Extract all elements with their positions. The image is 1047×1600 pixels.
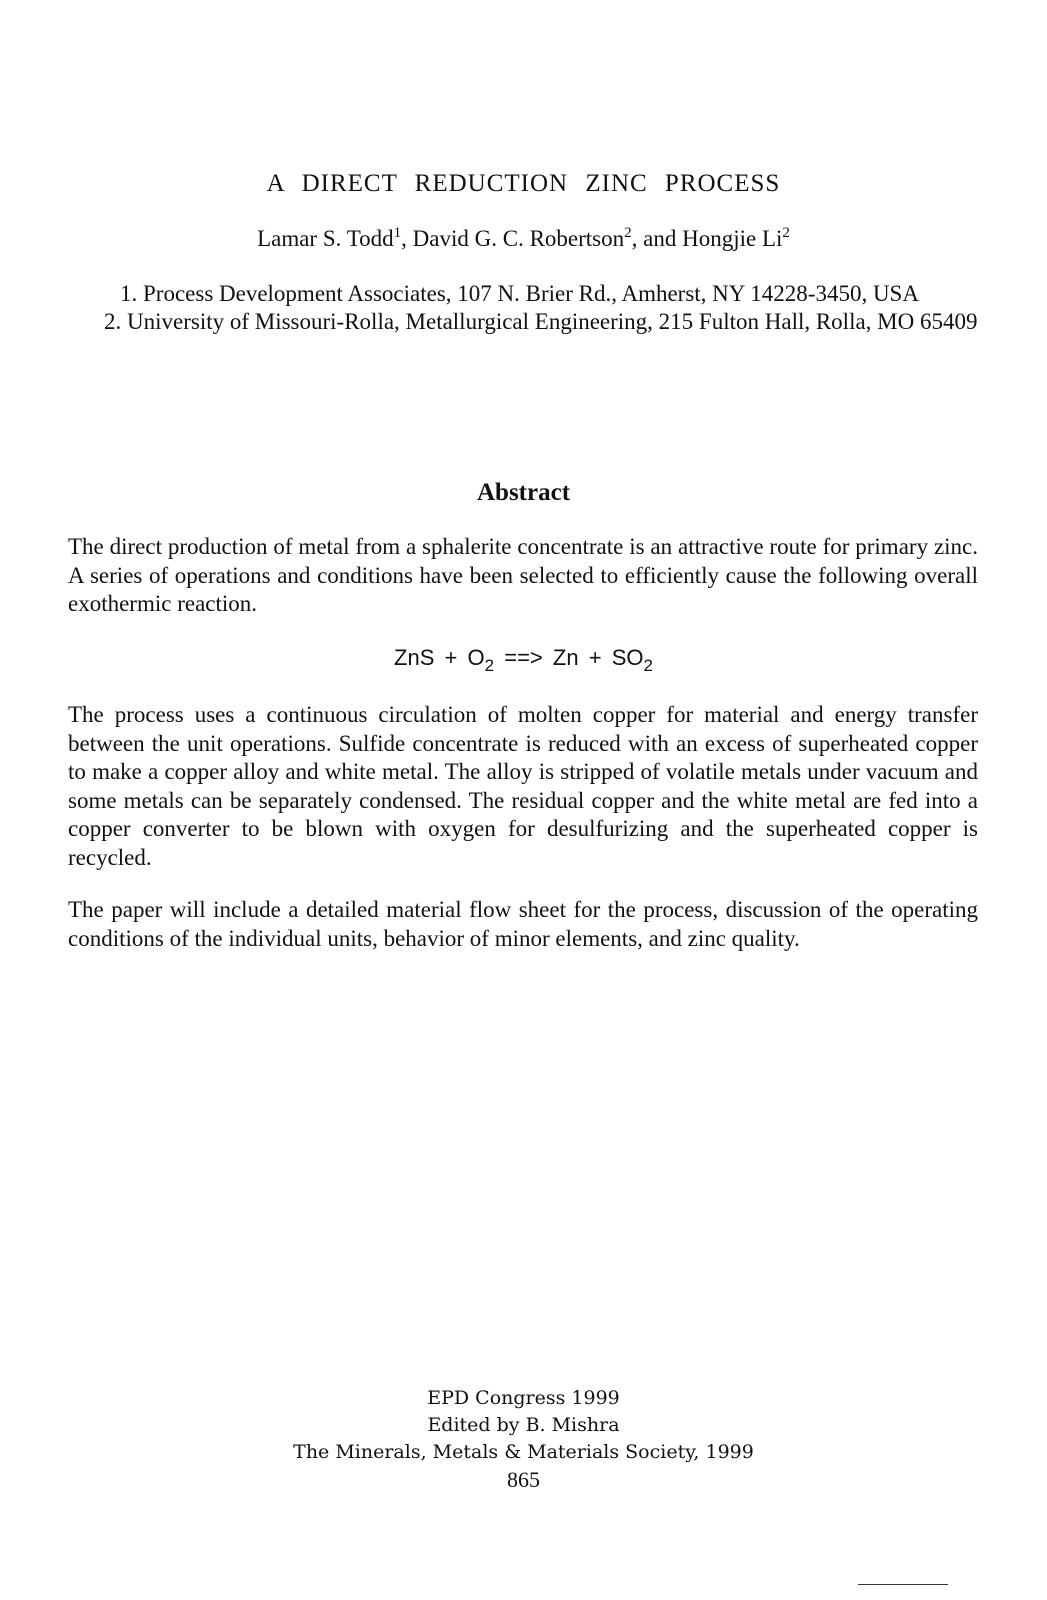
equation-subscript: 2: [484, 656, 495, 675]
footer-publisher: The Minerals, Metals & Materials Society, 1999: [293, 1441, 754, 1463]
equation-subscript: 2: [643, 656, 653, 675]
abstract-paragraph-3: The paper will include a detailed material flow sheet for the process, discussion of the operating conditions of the individual units, behavior of minor elements, and zinc quality.: [68, 897, 978, 951]
abstract-paragraph-1: The direct production of metal from a sphalerite concentrate is an attractive route for primary zinc. A series of operations and conditions have been selected to efficiently cause the following overall exothermic reaction.: [68, 534, 978, 617]
equation-plus: +: [588, 645, 602, 670]
equation-reactant-2: [467, 645, 495, 675]
author-name: Hongjie Li: [682, 226, 783, 251]
equation-arrow: ==>: [504, 645, 543, 670]
author-affiliation-mark: 2: [624, 225, 632, 241]
footer-editor: Edited by B. Mishra: [427, 1414, 620, 1436]
author-affiliation-mark: 2: [782, 225, 790, 241]
equation-product-2: [611, 645, 653, 675]
abstract-heading: Abstract: [476, 479, 571, 506]
equation-product-2-symbol: SO: [611, 645, 644, 670]
paper-title: A DIRECT REDUCTION ZINC PROCESS: [266, 170, 781, 197]
author-affiliation-mark: 1: [393, 225, 402, 241]
author-name: David G. C. Robertson: [412, 226, 625, 251]
equation-product-1: Zn: [552, 645, 579, 670]
author-separator: ,: [401, 226, 413, 251]
affiliation-1: 1. Process Development Associates, 107 N. Brier Rd., Amherst, NY 14228-3450, USA: [120, 281, 919, 306]
equation-reactant-2-symbol: O: [467, 645, 485, 670]
publication-footer: [0, 1385, 1047, 1466]
affiliation-2: 2. University of Missouri-Rolla, Metallurgical Engineering, 215 Fulton Hall, Rolla, MO 65409: [104, 309, 978, 334]
author-name: Lamar S. Todd: [257, 226, 394, 251]
equation-plus: +: [444, 645, 458, 670]
abstract-paragraph-2: The process uses a continuous circulation of molten copper for material and energy transfer between the unit operations. Sulfide concentrate is reduced with an excess of superheated copper to make a copper alloy and white metal. The alloy is stripped of volatile metals under vacuum and some metals can be separately condensed. The residual copper and the white metal are fed into a copper converter to be blown with oxygen for desulfurizing and the superheated copper is recycled.: [68, 702, 978, 870]
reaction-equation: [0, 645, 1047, 676]
scan-edge-rule: [858, 1584, 948, 1585]
author-separator: , and: [631, 226, 683, 251]
page-number: 865: [507, 1467, 540, 1492]
author-line: [0, 226, 1047, 252]
footer-conference: EPD Congress 1999: [427, 1387, 620, 1409]
equation-reactant-1: ZnS: [394, 645, 435, 670]
